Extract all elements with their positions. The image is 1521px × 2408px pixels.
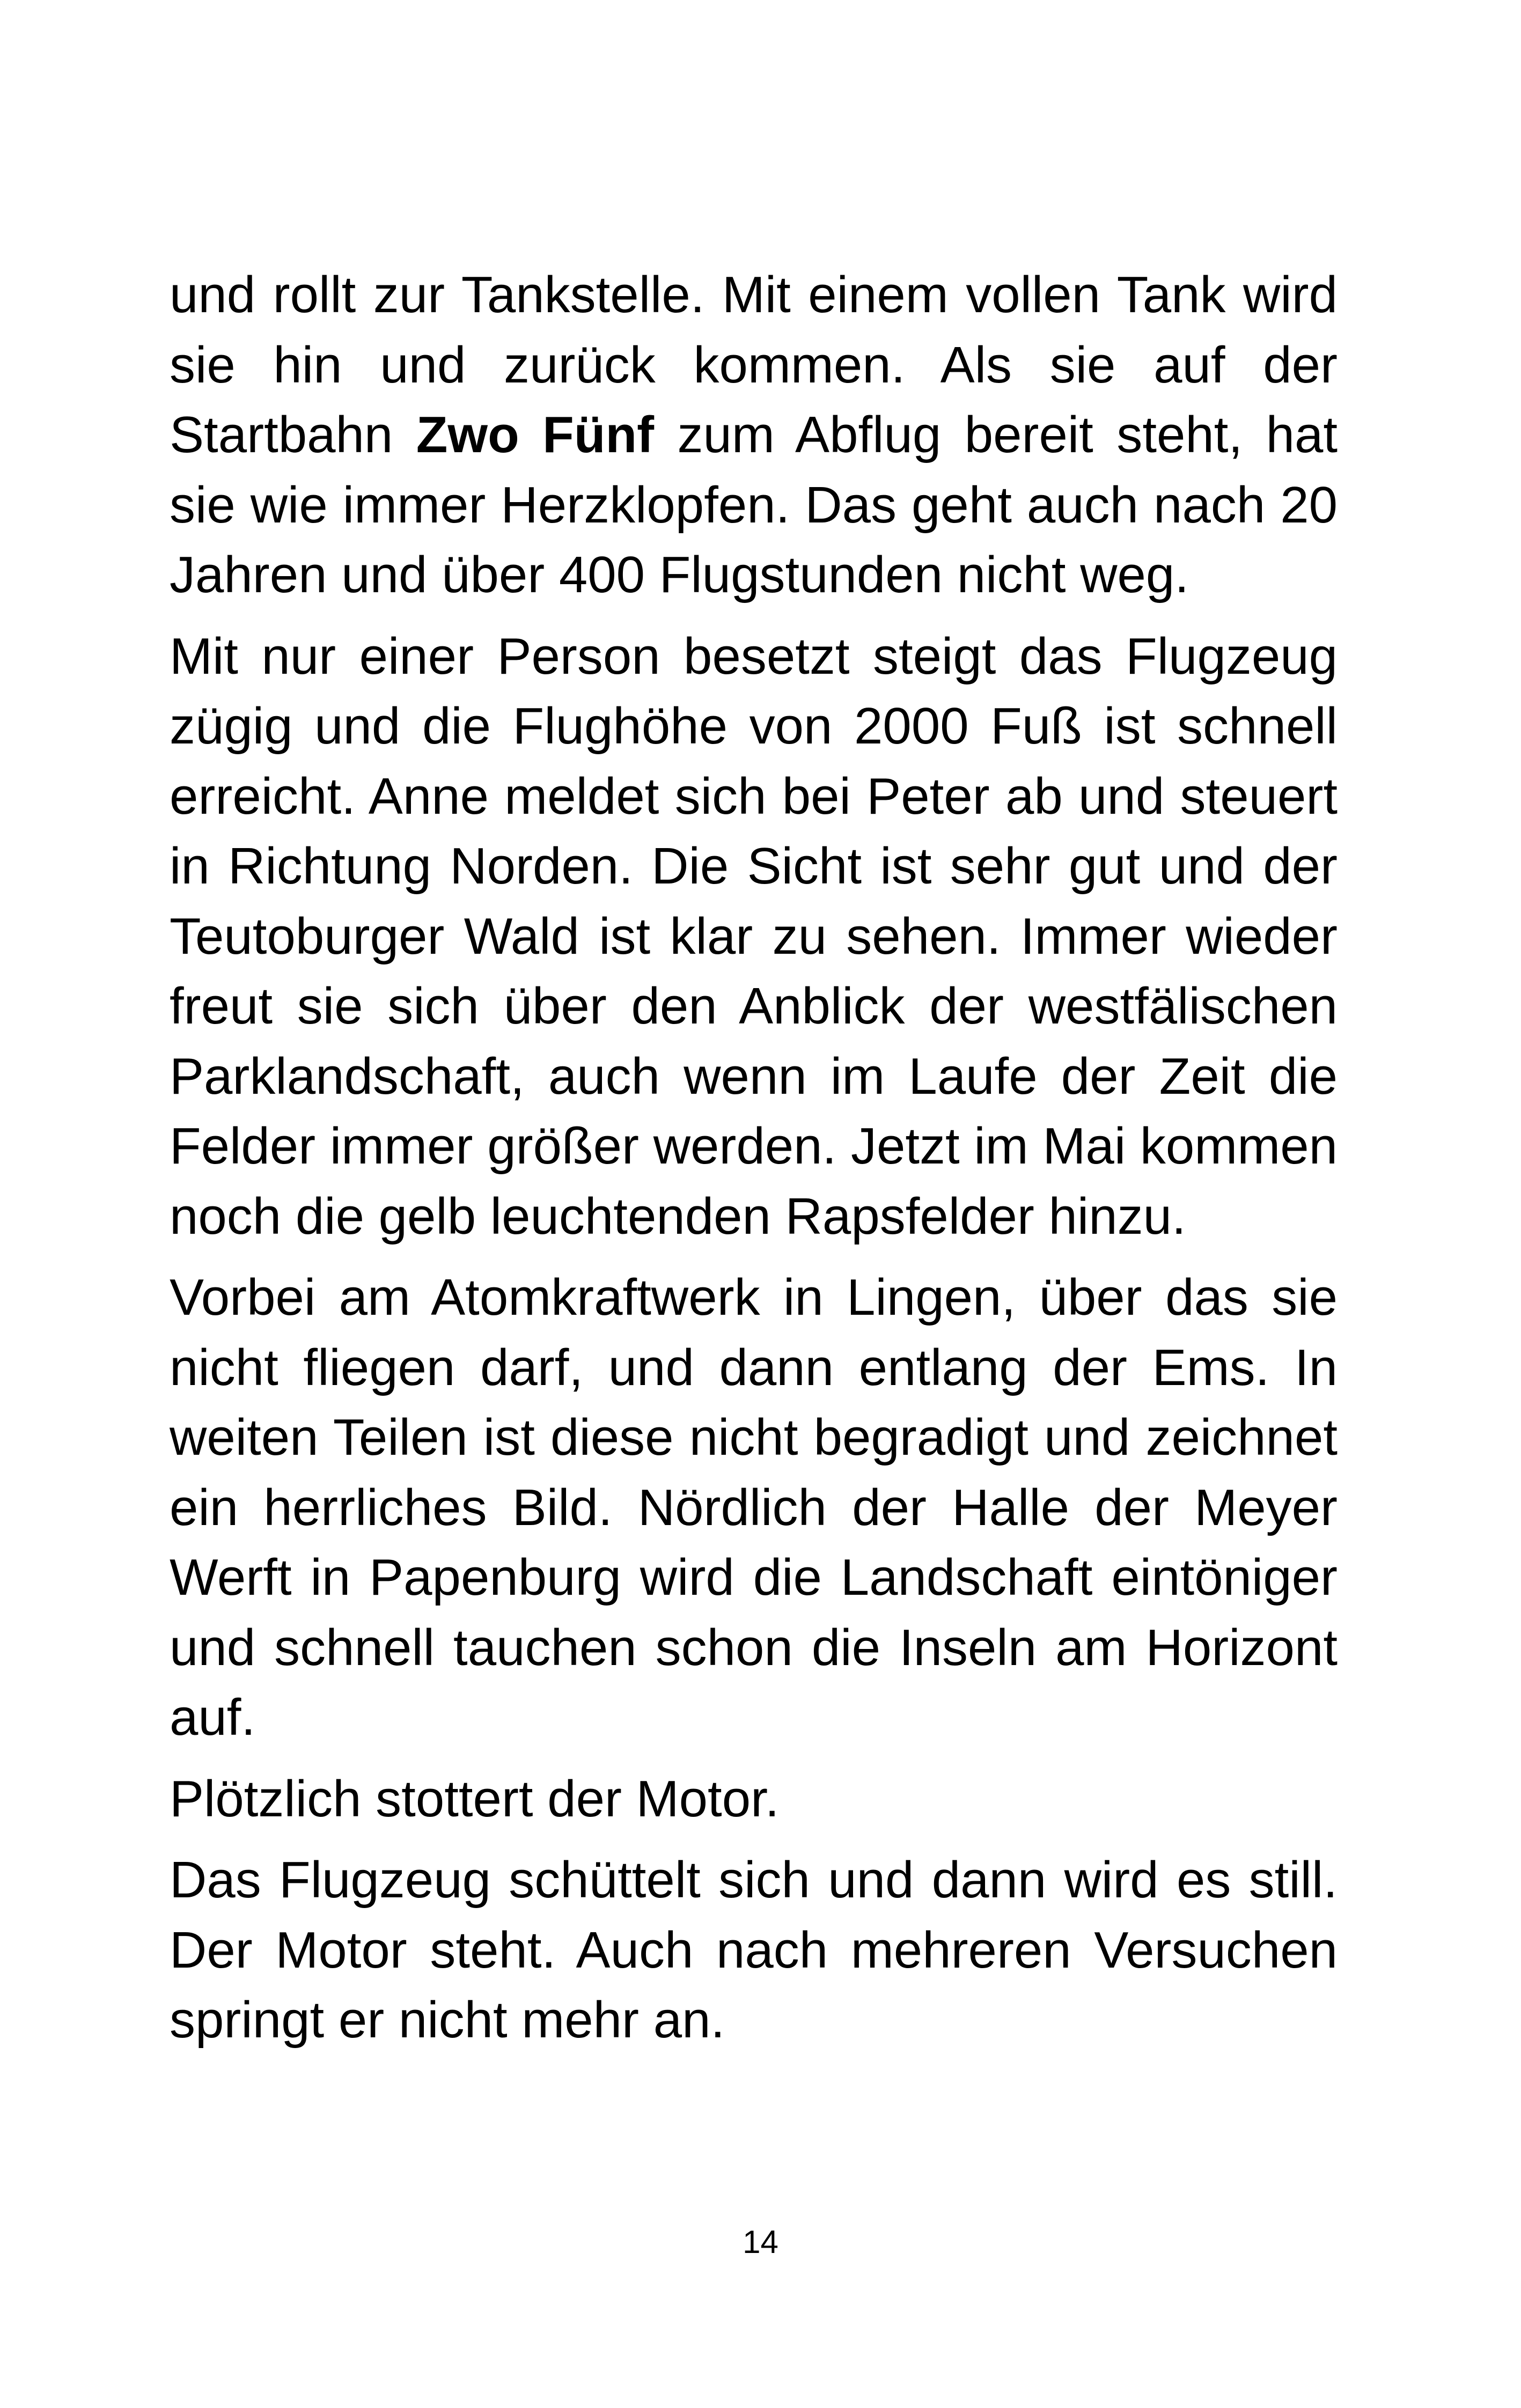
paragraph-3: Vorbei am Atomkraftwerk in Lingen, über das sie nicht fliegen darf, und dann entlang der Ems. In weiten Teilen ist diese nicht begradigt und zeichnet ein herrliches Bild. Nördlich der Halle der Meyer Werft in Papenburg wird die Landschaft eintöniger und schnell tauchen schon die Inseln am Horizont auf.: [170, 1269, 1338, 1746]
page-number: 14: [743, 2224, 778, 2260]
paragraph-1: [170, 260, 1338, 610]
runway-name-bold: Zwo Fünf: [416, 406, 655, 463]
paragraph-4: Plötzlich stottert der Motor.: [170, 1770, 780, 1828]
paragraph-5: Das Flugzeug schüttelt sich und dann wird es still. Der Motor steht. Auch nach mehreren Versuchen springt er nicht mehr an.: [170, 1851, 1338, 2049]
paragraph-1-text-start: und rollt zur Tankstelle. Mit einem vollen Tank wird sie hin und zurück kommen. Als sie auf der Startbahn: [170, 266, 1338, 463]
paragraph-1-text-end: zum Abflug bereit steht, hat sie wie immer Herzklopfen. Das geht auch nach 20 Jahren und über 400 Flugstunden nicht weg.: [170, 406, 1338, 603]
paragraph-2: Mit nur einer Person besetzt steigt das Flugzeug zügig und die Flughöhe von 2000 Fuß ist schnell erreicht. Anne meldet sich bei Peter ab und steuert in Richtung Norden. Die Sicht ist sehr gut und der Teutoburger Wald ist klar zu sehen. Immer wieder freut sie sich über den Anblick der westfälischen Parklandschaft, auch wenn im Laufe der Zeit die Felder immer größer werden. Jetzt im Mai kommen noch die gelb leuchtenden Rapsfelder hinzu.: [170, 627, 1338, 1245]
page-body: [170, 260, 1338, 2067]
